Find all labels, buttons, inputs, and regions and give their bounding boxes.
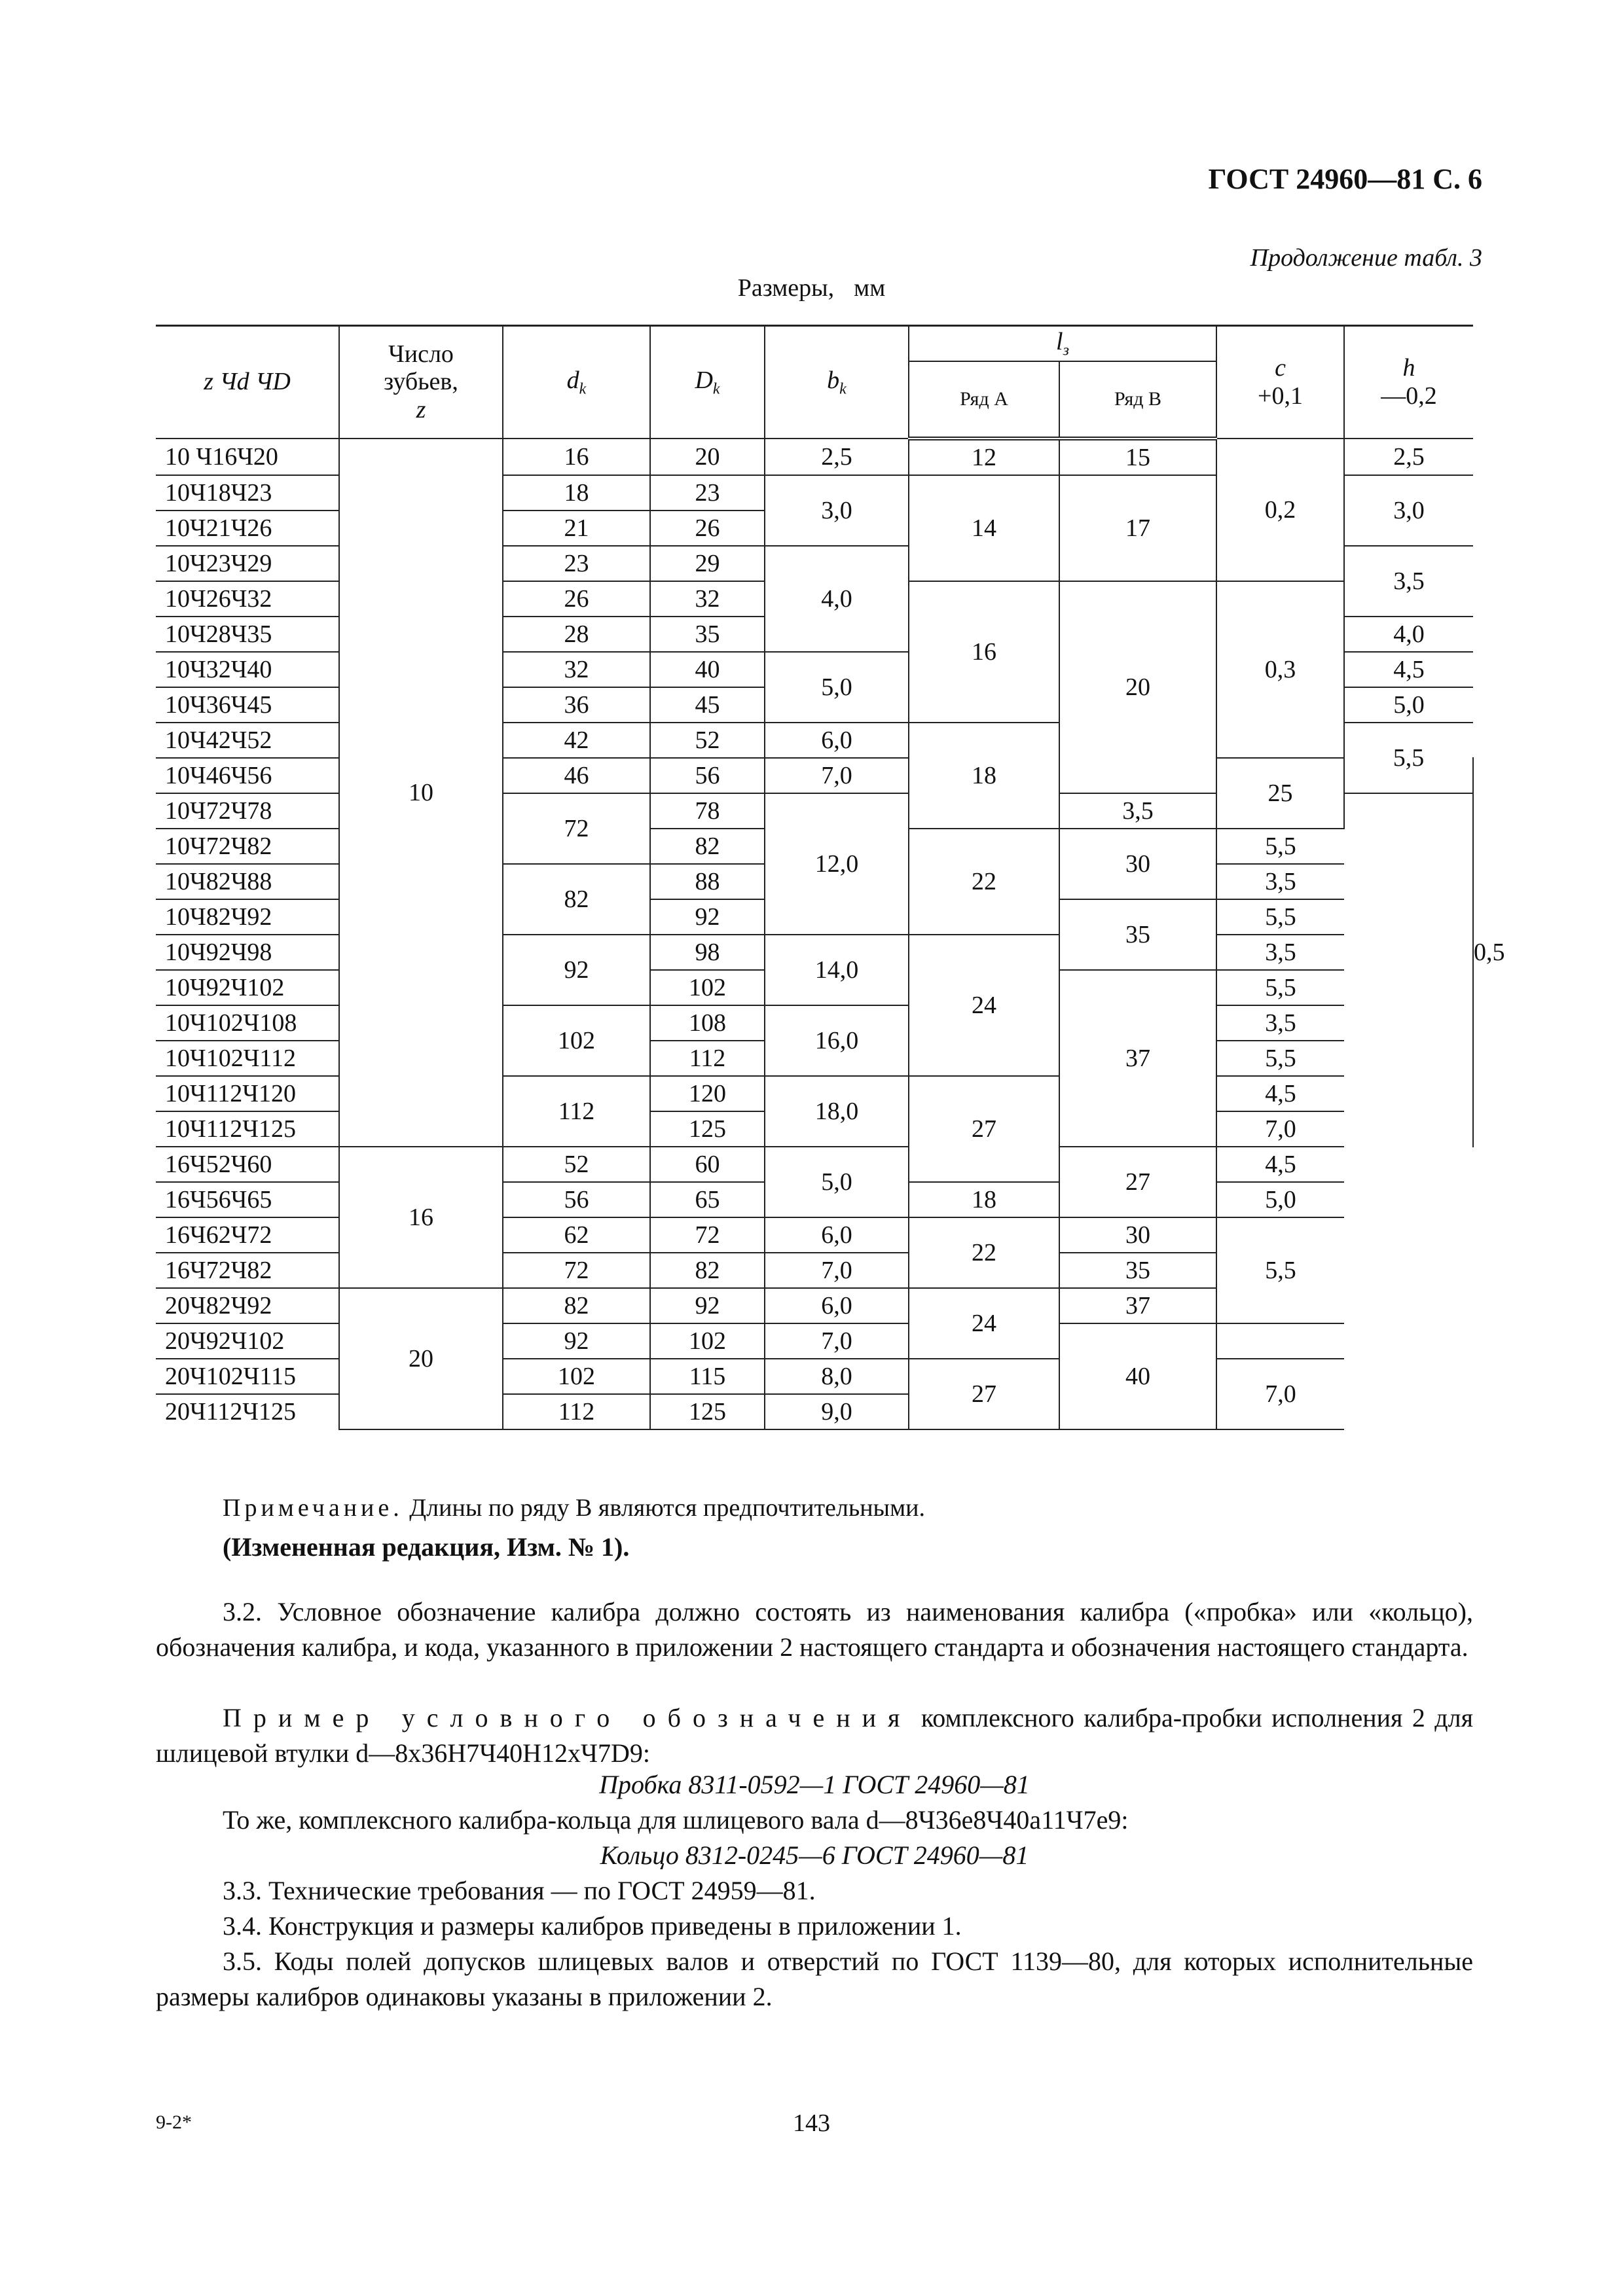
row-a-cell: 24 <box>909 935 1059 1076</box>
row-a-cell: 12 <box>909 439 1059 475</box>
h-cell: 4,5 <box>1216 1147 1344 1182</box>
page-header: ГОСТ 24960—81 С. 6 <box>1208 163 1482 195</box>
paragraph-3-3: 3.3. Технические требования — по ГОСТ 24959—81. <box>223 1876 816 1905</box>
Dk-cell: 88 <box>650 864 765 899</box>
example-ring-intro: То же, комплексного калибра-кольца для шлицевого вала d—8Ч36е8Ч40а11Ч7е9: <box>223 1805 1129 1835</box>
row-b-cell: 20 <box>1059 581 1216 793</box>
h-cell: 5,5 <box>1216 970 1344 1005</box>
designation-cell: 16Ч72Ч82 <box>156 1253 339 1288</box>
h-cell: 5,0 <box>1216 1182 1344 1217</box>
row-b-cell: 37 <box>1059 970 1216 1147</box>
table-continuation-label: Продолжение табл. 3 <box>1250 244 1482 272</box>
sizes-label: Размеры, <box>737 274 835 302</box>
bk-cell: 9,0 <box>765 1394 909 1429</box>
row-b-cell: 30 <box>1059 829 1216 899</box>
row-a-cell: 16 <box>909 581 1059 723</box>
sizes-unit: мм <box>854 274 886 302</box>
bk-cell: 3,0 <box>765 475 909 546</box>
example-text: комплексного калибра-пробки исполнения 2 для шлицевой втулки d—8х36Н7Ч40Н12хЧ7D9: <box>156 1703 1473 1768</box>
amendment-note: (Измененная редакция, Изм. № 1). <box>223 1532 630 1562</box>
h-cell: 4,0 <box>1344 617 1473 652</box>
dk-cell: 102 <box>503 1005 650 1076</box>
c-cell: 0,3 <box>1216 581 1344 758</box>
Dk-cell: 120 <box>650 1076 765 1111</box>
row-a-cell: 18 <box>909 1182 1059 1217</box>
designation-cell: 10Ч18Ч23 <box>156 475 339 511</box>
h-cell: 5,5 <box>1344 723 1473 793</box>
bk-cell: 6,0 <box>765 1288 909 1323</box>
dk-cell: 18 <box>503 475 650 511</box>
designation-cell: 10Ч36Ч45 <box>156 687 339 723</box>
Dk-cell: 65 <box>650 1182 765 1217</box>
h-cell: 5,0 <box>1344 687 1473 723</box>
designation-cell: 10Ч46Ч56 <box>156 758 339 793</box>
Dk-cell: 23 <box>650 475 765 511</box>
h-cell: 3,5 <box>1344 546 1473 617</box>
designation-cell: 10Ч82Ч88 <box>156 864 339 899</box>
designation-cell: 10Ч23Ч29 <box>156 546 339 581</box>
row-b-cell: 25 <box>1216 758 1344 829</box>
row-b-cell: 17 <box>1059 475 1216 581</box>
h-cell: 4,5 <box>1344 652 1473 687</box>
header-Dk: $D_k$ <box>650 326 765 439</box>
designation-cell: 10Ч72Ч78 <box>156 793 339 829</box>
example-paragraph <box>156 1700 1473 1771</box>
bk-cell: 7,0 <box>765 758 909 793</box>
dk-cell: 52 <box>503 1147 650 1182</box>
header-row-a: Ряд А <box>909 361 1059 439</box>
designation-cell: 10Ч112Ч125 <box>156 1111 339 1147</box>
Dk-cell: 115 <box>650 1359 765 1394</box>
h-cell: 3,5 <box>1216 935 1344 970</box>
h-cell: 3,5 <box>1059 793 1216 829</box>
Dk-cell: 20 <box>650 439 765 475</box>
example-plug-designation: Пробка 8311-0592—1 ГОСТ 24960—81 <box>599 1770 1030 1799</box>
h-cell: 5,5 <box>1216 1217 1344 1323</box>
row-b-cell: 35 <box>1059 899 1216 970</box>
designation-cell: 16Ч62Ч72 <box>156 1217 339 1253</box>
row-b-cell: 40 <box>1059 1323 1216 1429</box>
h-cell: 5,5 <box>1216 829 1344 864</box>
dk-cell: 112 <box>503 1394 650 1429</box>
page-number: 143 <box>793 2109 830 2137</box>
Dk-cell: 72 <box>650 1217 765 1253</box>
Dk-cell: 45 <box>650 687 765 723</box>
bk-cell: 14,0 <box>765 935 909 1005</box>
bk-cell: 5,0 <box>765 1147 909 1217</box>
dk-cell: 62 <box>503 1217 650 1253</box>
designation-cell: 10Ч92Ч102 <box>156 970 339 1005</box>
h-cell: 3,5 <box>1216 864 1344 899</box>
bk-cell: 7,0 <box>765 1253 909 1288</box>
row-a-cell: 27 <box>909 1076 1059 1182</box>
dk-cell: 16 <box>503 439 650 475</box>
Dk-cell: 102 <box>650 1323 765 1359</box>
header-dk: $d_k$ <box>503 326 650 439</box>
teeth-cell: 10 <box>339 439 503 1147</box>
bk-cell: 2,5 <box>765 439 909 475</box>
dk-cell: 42 <box>503 723 650 758</box>
footer-signature-mark: 9-2* <box>156 2111 192 2133</box>
Dk-cell: 98 <box>650 935 765 970</box>
dk-cell: 56 <box>503 1182 650 1217</box>
h-cell: 2,5 <box>1344 439 1473 475</box>
bk-cell: 6,0 <box>765 1217 909 1253</box>
designation-cell: 20Ч112Ч125 <box>156 1394 339 1429</box>
dk-cell: 82 <box>503 1288 650 1323</box>
header-h: h —0,2 <box>1344 326 1473 439</box>
h-cell: 3,0 <box>1344 475 1473 546</box>
row-b-cell: 27 <box>1059 1147 1216 1217</box>
Dk-cell: 108 <box>650 1005 765 1041</box>
designation-cell: 10Ч28Ч35 <box>156 617 339 652</box>
designation-cell: 16Ч52Ч60 <box>156 1147 339 1182</box>
Dk-cell: 26 <box>650 511 765 546</box>
Dk-cell: 112 <box>650 1041 765 1076</box>
table-note <box>223 1494 925 1522</box>
c-cell: 0,2 <box>1216 439 1344 581</box>
Dk-cell: 35 <box>650 617 765 652</box>
Dk-cell: 52 <box>650 723 765 758</box>
h-cell: 4,5 <box>1216 1076 1344 1111</box>
row-b-cell: 15 <box>1059 439 1216 475</box>
header-designation: z Чd ЧD <box>156 326 339 439</box>
dk-cell: 36 <box>503 687 650 723</box>
Dk-cell: 78 <box>650 793 765 829</box>
header-row-b: Ряд В <box>1059 361 1216 439</box>
example-label: Пример условного обозначения <box>223 1703 912 1732</box>
row-a-cell: 22 <box>909 1217 1059 1288</box>
designation-cell: 20Ч82Ч92 <box>156 1288 339 1323</box>
designation-cell: 10Ч72Ч82 <box>156 829 339 864</box>
Dk-cell: 125 <box>650 1394 765 1429</box>
dk-cell: 72 <box>503 793 650 864</box>
note-label: Примечание. <box>223 1494 403 1522</box>
designation-cell: 10Ч32Ч40 <box>156 652 339 687</box>
Dk-cell: 92 <box>650 1288 765 1323</box>
dk-cell: 72 <box>503 1253 650 1288</box>
Dk-cell: 92 <box>650 899 765 935</box>
designation-cell: 10Ч112Ч120 <box>156 1076 339 1111</box>
header-c: c +0,1 <box>1216 326 1344 439</box>
designation-cell: 10Ч42Ч52 <box>156 723 339 758</box>
bk-cell: 12,0 <box>765 793 909 935</box>
designation-cell: 10Ч21Ч26 <box>156 511 339 546</box>
designation-cell: 10 Ч16Ч20 <box>156 439 339 475</box>
Dk-cell: 60 <box>650 1147 765 1182</box>
dk-cell: 28 <box>503 617 650 652</box>
row-a-cell: 22 <box>909 829 1059 935</box>
designation-cell: 10Ч26Ч32 <box>156 581 339 617</box>
row-b-cell: 30 <box>1059 1217 1216 1253</box>
designation-cell: 20Ч102Ч115 <box>156 1359 339 1394</box>
dk-cell: 32 <box>503 652 650 687</box>
header-teeth-count: Число зубьев, z <box>339 326 503 439</box>
dk-cell: 92 <box>503 1323 650 1359</box>
bk-cell: 8,0 <box>765 1359 909 1394</box>
row-a-cell: 27 <box>909 1359 1059 1429</box>
bk-cell: 4,0 <box>765 546 909 652</box>
h-cell: 5,5 <box>1216 1041 1344 1076</box>
row-a-cell: 24 <box>909 1288 1059 1359</box>
Dk-cell: 29 <box>650 546 765 581</box>
h-cell: 7,0 <box>1216 1111 1344 1147</box>
h-cell: 7,0 <box>1216 1359 1344 1429</box>
dk-cell: 112 <box>503 1076 650 1147</box>
dk-cell: 82 <box>503 864 650 935</box>
bk-cell: 18,0 <box>765 1076 909 1147</box>
designation-cell: 10Ч102Ч108 <box>156 1005 339 1041</box>
row-b-cell: 35 <box>1059 1253 1216 1288</box>
paragraph-3-5: 3.5. Коды полей допусков шлицевых валов и отверстий по ГОСТ 1139—80, для которых исполнительные размеры калибров одинаковы указаны в приложении 2. <box>156 1946 1473 2011</box>
teeth-cell: 20 <box>339 1288 503 1429</box>
dk-cell: 102 <box>503 1359 650 1394</box>
Dk-cell: 102 <box>650 970 765 1005</box>
row-b-cell: 37 <box>1059 1288 1216 1323</box>
designation-cell: 10Ч82Ч92 <box>156 899 339 935</box>
note-text: Длины по ряду В являются предпочтительными. <box>409 1494 925 1522</box>
h-cell: 5,5 <box>1216 899 1344 935</box>
gauge-dimensions-table: z Чd ЧD Число зубьев, z $d_k$ $D_k$ $b_k$ $l_з$ c +0,1 h —0,2 Ряд А Ряд В 10 Ч16Ч20 10 16 20 2,5 12 15 0,2 2,5 10Ч18Ч23 18 23 3,0 14 17 3,0 10Ч21Ч26 21 26 10Ч23Ч29 23 29 4,0 3,5 10Ч26Ч32 26 32 16 20 0,3 10Ч28Ч35 28 35 4,0 10Ч32Ч40 32 40 5,0 4,5 10Ч36Ч45 36 45 5,0 10Ч42Ч52 42 52 6,0 18 5,5 10Ч46Ч56 46 56 7,0 25 0,5 10Ч72Ч78 72 78 12,0 3,5 10Ч72Ч82 82 22 30 5,5 10Ч82Ч88 82 88 3,5 10Ч82Ч92 92 35 5,5 10Ч92Ч98 92 98 14,0 24 3,5 10Ч92Ч102 102 37 5,5 10Ч102Ч108 102 108 16,0 3,5 10Ч102Ч112 112 5,5 10Ч112Ч120 112 120 18,0 27 4,5 10Ч112Ч125 125 7,0 16Ч52Ч60 16 52 60 5,0 27 4,5 16Ч56Ч65 56 65 18 5,0 16Ч62Ч72 62 72 6,0 22 30 5,5 16Ч72Ч82 72 82 7,0 35 20Ч82Ч92 20 82 92 6,0 24 37 20Ч92Ч102 92 102 7,0 40 20Ч102Ч115 102 115 8,0 27 7,0 20Ч112Ч125 112 125 9,0 <box>156 325 1474 1430</box>
sizes-caption <box>0 274 1623 302</box>
bk-cell: 6,0 <box>765 723 909 758</box>
Dk-cell: 32 <box>650 581 765 617</box>
Dk-cell: 82 <box>650 829 765 864</box>
Dk-cell: 125 <box>650 1111 765 1147</box>
designation-cell: 10Ч102Ч112 <box>156 1041 339 1076</box>
paragraph-3-2: 3.2. Условное обозначение калибра должно состоять из наименования калибра («пробка» или «кольцо), обозначения калибра, и кода, указанного в приложении 2 настоящего стандарта и обозначения настоящего стандарта. <box>156 1597 1473 1662</box>
dk-cell: 26 <box>503 581 650 617</box>
bk-cell: 16,0 <box>765 1005 909 1076</box>
teeth-cell: 16 <box>339 1147 503 1288</box>
Dk-cell: 40 <box>650 652 765 687</box>
example-ring-designation: Кольцо 8312-0245—6 ГОСТ 24960—81 <box>600 1840 1029 1870</box>
designation-cell: 20Ч92Ч102 <box>156 1323 339 1359</box>
Dk-cell: 82 <box>650 1253 765 1288</box>
row-a-cell: 18 <box>909 723 1059 829</box>
dk-cell: 92 <box>503 935 650 1005</box>
h-cell: 3,5 <box>1216 1005 1344 1041</box>
dk-cell: 23 <box>503 546 650 581</box>
row-a-cell: 14 <box>909 475 1059 581</box>
designation-cell: 10Ч92Ч98 <box>156 935 339 970</box>
h-blank-cell <box>1216 1323 1344 1359</box>
bk-cell: 5,0 <box>765 652 909 723</box>
header-l3: $l_з$ <box>909 326 1216 361</box>
bk-cell: 7,0 <box>765 1323 909 1359</box>
dk-cell: 46 <box>503 758 650 793</box>
designation-cell: 16Ч56Ч65 <box>156 1182 339 1217</box>
paragraph-3-4: 3.4. Конструкция и размеры калибров приведены в приложении 1. <box>223 1911 962 1941</box>
header-bk: $b_k$ <box>765 326 909 439</box>
dk-cell: 21 <box>503 511 650 546</box>
Dk-cell: 56 <box>650 758 765 793</box>
